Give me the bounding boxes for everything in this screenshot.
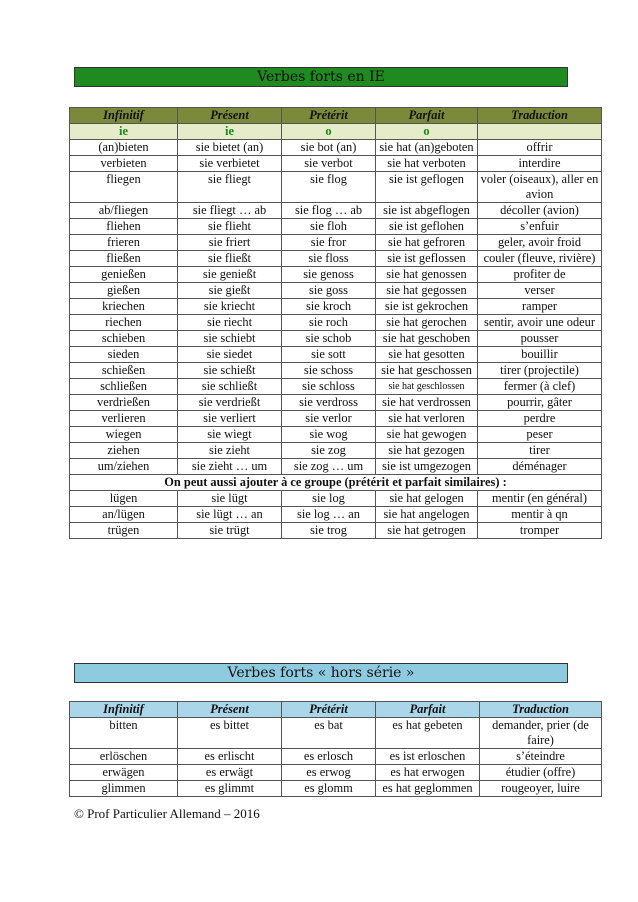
table-row <box>70 251 602 267</box>
table-cell: ramper <box>478 299 602 315</box>
table-row <box>70 219 602 235</box>
table-cell: es hat geglommen <box>376 781 480 797</box>
table-cell: sie hat gezogen <box>376 443 478 459</box>
table-cell: ziehen <box>70 443 178 459</box>
verbs-ie-table <box>69 107 602 539</box>
table-cell: sie trog <box>282 523 376 539</box>
table-cell: sie log <box>282 491 376 507</box>
table-cell: es erwog <box>282 765 376 781</box>
vowel-cell <box>478 124 602 140</box>
col-header: Présent <box>178 702 282 718</box>
table-cell: déménager <box>478 459 602 475</box>
table-cell: es erlischt <box>178 749 282 765</box>
table-cell: verdrießen <box>70 395 178 411</box>
table-cell: es erlosch <box>282 749 376 765</box>
table-cell: sieden <box>70 347 178 363</box>
table-cell: sie verlor <box>282 411 376 427</box>
table-row <box>70 781 602 797</box>
table-cell: sie schoss <box>282 363 376 379</box>
table-row <box>70 203 602 219</box>
table-cell: sie hat verboten <box>376 156 478 172</box>
table-cell: sie hat geschoben <box>376 331 478 347</box>
col-header: Prétérit <box>282 702 376 718</box>
table-cell: sie flog … ab <box>282 203 376 219</box>
table-row <box>70 283 602 299</box>
table-cell: fließen <box>70 251 178 267</box>
table-cell: sie fliegt … ab <box>178 203 282 219</box>
table-cell: couler (fleuve, rivière) <box>478 251 602 267</box>
table-cell: sie flog <box>282 172 376 203</box>
table-cell: kriechen <box>70 299 178 315</box>
table-cell: sie ist geflogen <box>376 172 478 203</box>
table-row <box>70 347 602 363</box>
table-cell: sie hat gewogen <box>376 427 478 443</box>
table-cell: sie hat gelogen <box>376 491 478 507</box>
table-row <box>70 459 602 475</box>
table-cell: sie schiebt <box>178 331 282 347</box>
table-cell: (an)bieten <box>70 140 178 156</box>
table-cell: es bat <box>282 718 376 749</box>
table-cell: demander, prier (de faire) <box>480 718 602 749</box>
table-row <box>70 523 602 539</box>
table-cell: sie schließt <box>178 379 282 395</box>
table-cell: sie ist umgezogen <box>376 459 478 475</box>
table-cell: verlieren <box>70 411 178 427</box>
table-row <box>70 267 602 283</box>
table-cell: sie ist abgeflogen <box>376 203 478 219</box>
table-cell: sie fror <box>282 235 376 251</box>
table-row <box>70 491 602 507</box>
col-header: Présent <box>178 108 282 124</box>
col-header: Infinitif <box>70 702 178 718</box>
vowel-cell: ie <box>178 124 282 140</box>
table-cell: mentir (en général) <box>478 491 602 507</box>
table-cell: interdire <box>478 156 602 172</box>
table-cell: sie hat geschlossen <box>376 379 478 395</box>
table-cell: verbieten <box>70 156 178 172</box>
table-cell: an/lügen <box>70 507 178 523</box>
col-header: Prétérit <box>282 108 376 124</box>
table-cell: sie wiegt <box>178 427 282 443</box>
table-cell: rougeoyer, luire <box>480 781 602 797</box>
table-cell: sie hat angelogen <box>376 507 478 523</box>
table-cell: sie fließt <box>178 251 282 267</box>
section-title-ie: Verbes forts en IE <box>74 67 568 87</box>
table-cell: sie verbietet <box>178 156 282 172</box>
vowel-cell: o <box>282 124 376 140</box>
table-cell: erlöschen <box>70 749 178 765</box>
table-cell: glimmen <box>70 781 178 797</box>
table-cell: es bittet <box>178 718 282 749</box>
table-row <box>70 395 602 411</box>
table-cell: schieben <box>70 331 178 347</box>
table-row <box>70 156 602 172</box>
table-cell: trügen <box>70 523 178 539</box>
table-cell: fermer (à clef) <box>478 379 602 395</box>
table-cell: bitten <box>70 718 178 749</box>
table-cell: schließen <box>70 379 178 395</box>
table-cell: sie gießt <box>178 283 282 299</box>
table-cell: es erwägt <box>178 765 282 781</box>
table-cell: sie schloss <box>282 379 376 395</box>
col-header: Parfait <box>376 108 478 124</box>
table-cell: sie trügt <box>178 523 282 539</box>
table-row <box>70 411 602 427</box>
table-cell: gießen <box>70 283 178 299</box>
table-cell: es glomm <box>282 781 376 797</box>
table-cell: sie riecht <box>178 315 282 331</box>
table-cell: riechen <box>70 315 178 331</box>
table-cell: sie lügt … an <box>178 507 282 523</box>
table-cell: es glimmt <box>178 781 282 797</box>
table-cell: es hat gebeten <box>376 718 480 749</box>
table-cell: lügen <box>70 491 178 507</box>
table-row <box>70 172 602 203</box>
vowel-pattern-row <box>70 124 602 140</box>
table-cell: sie floh <box>282 219 376 235</box>
copyright-footer: © Prof Particulier Allemand – 2016 <box>74 806 260 821</box>
vowel-cell: ie <box>70 124 178 140</box>
group-note: On peut aussi ajouter à ce groupe (prétérit et parfait similaires) : <box>70 475 602 491</box>
table-cell: sie hat gegossen <box>376 283 478 299</box>
table-cell: sie friert <box>178 235 282 251</box>
table-cell: sie ist geflossen <box>376 251 478 267</box>
table-cell: sie kriecht <box>178 299 282 315</box>
table-row <box>70 718 602 749</box>
table-cell: sie genießt <box>178 267 282 283</box>
table-cell: offrir <box>478 140 602 156</box>
table-cell: sie schießt <box>178 363 282 379</box>
table-cell: schießen <box>70 363 178 379</box>
header-row <box>70 702 602 718</box>
table-cell: bouillir <box>478 347 602 363</box>
col-header: Traduction <box>480 702 602 718</box>
table-cell: sie siedet <box>178 347 282 363</box>
table-cell: sie sott <box>282 347 376 363</box>
table-row <box>70 443 602 459</box>
table-cell: sie floss <box>282 251 376 267</box>
table-row <box>70 427 602 443</box>
table-cell: sie roch <box>282 315 376 331</box>
table-row <box>70 140 602 156</box>
table-cell: sie log … an <box>282 507 376 523</box>
table-cell: sie zog … um <box>282 459 376 475</box>
table-cell: sie bietet (an) <box>178 140 282 156</box>
group-note-row <box>70 475 602 491</box>
col-header: Traduction <box>478 108 602 124</box>
table-row <box>70 331 602 347</box>
table-cell: sie hat gerochen <box>376 315 478 331</box>
table-row <box>70 379 602 395</box>
section-title-hors-serie: Verbes forts « hors série » <box>74 663 568 683</box>
vowel-cell: o <box>376 124 478 140</box>
table-cell: s’éteindre <box>480 749 602 765</box>
table-cell: sie ist gekrochen <box>376 299 478 315</box>
table-cell: verser <box>478 283 602 299</box>
table-cell: sie kroch <box>282 299 376 315</box>
table-cell: sie bot (an) <box>282 140 376 156</box>
table-cell: perdre <box>478 411 602 427</box>
table-cell: sie hat verloren <box>376 411 478 427</box>
table-cell: étudier (offre) <box>480 765 602 781</box>
table-cell: genießen <box>70 267 178 283</box>
table-cell: wiegen <box>70 427 178 443</box>
table-row <box>70 749 602 765</box>
table-cell: décoller (avion) <box>478 203 602 219</box>
table-cell: sie zieht <box>178 443 282 459</box>
table-cell: sie lügt <box>178 491 282 507</box>
verbs-hors-serie-table <box>69 701 602 797</box>
table-cell: sie hat gefroren <box>376 235 478 251</box>
table-cell: sie fliegt <box>178 172 282 203</box>
table-cell: um/ziehen <box>70 459 178 475</box>
table-cell: es hat erwogen <box>376 765 480 781</box>
table-cell: profiter de <box>478 267 602 283</box>
table-cell: sie zog <box>282 443 376 459</box>
table-cell: sie hat gesotten <box>376 347 478 363</box>
table-cell: tirer (projectile) <box>478 363 602 379</box>
table-cell: peser <box>478 427 602 443</box>
table-cell: erwägen <box>70 765 178 781</box>
table-cell: sie verliert <box>178 411 282 427</box>
table-cell: sie verdross <box>282 395 376 411</box>
table-row <box>70 765 602 781</box>
table-cell: frieren <box>70 235 178 251</box>
table-cell: sie goss <box>282 283 376 299</box>
table-cell: sie ist geflohen <box>376 219 478 235</box>
table-cell: sie verbot <box>282 156 376 172</box>
table-cell: sie verdrießt <box>178 395 282 411</box>
table-cell: mentir à qn <box>478 507 602 523</box>
table-row <box>70 315 602 331</box>
table-row <box>70 507 602 523</box>
table-cell: pourrir, gâter <box>478 395 602 411</box>
table-cell: fliehen <box>70 219 178 235</box>
header-row <box>70 108 602 124</box>
table-cell: sie genoss <box>282 267 376 283</box>
table-cell: fliegen <box>70 172 178 203</box>
table-cell: sie flieht <box>178 219 282 235</box>
table-cell: sie hat verdrossen <box>376 395 478 411</box>
table-cell: sie hat getrogen <box>376 523 478 539</box>
table-cell: s’enfuir <box>478 219 602 235</box>
table-cell: sie wog <box>282 427 376 443</box>
table-cell: sie zieht … um <box>178 459 282 475</box>
table-cell: es ist erloschen <box>376 749 480 765</box>
table-cell: sie hat geschossen <box>376 363 478 379</box>
table-cell: sie schob <box>282 331 376 347</box>
table-cell: tirer <box>478 443 602 459</box>
table-row <box>70 235 602 251</box>
col-header: Parfait <box>376 702 480 718</box>
table-cell: sie hat (an)geboten <box>376 140 478 156</box>
table-cell: sentir, avoir une odeur <box>478 315 602 331</box>
table-cell: tromper <box>478 523 602 539</box>
table-cell: voler (oiseaux), aller en avion <box>478 172 602 203</box>
table-cell: sie hat genossen <box>376 267 478 283</box>
table-cell: geler, avoir froid <box>478 235 602 251</box>
table-cell: ab/fliegen <box>70 203 178 219</box>
table-row <box>70 363 602 379</box>
col-header: Infinitif <box>70 108 178 124</box>
table-row <box>70 299 602 315</box>
table-cell: pousser <box>478 331 602 347</box>
